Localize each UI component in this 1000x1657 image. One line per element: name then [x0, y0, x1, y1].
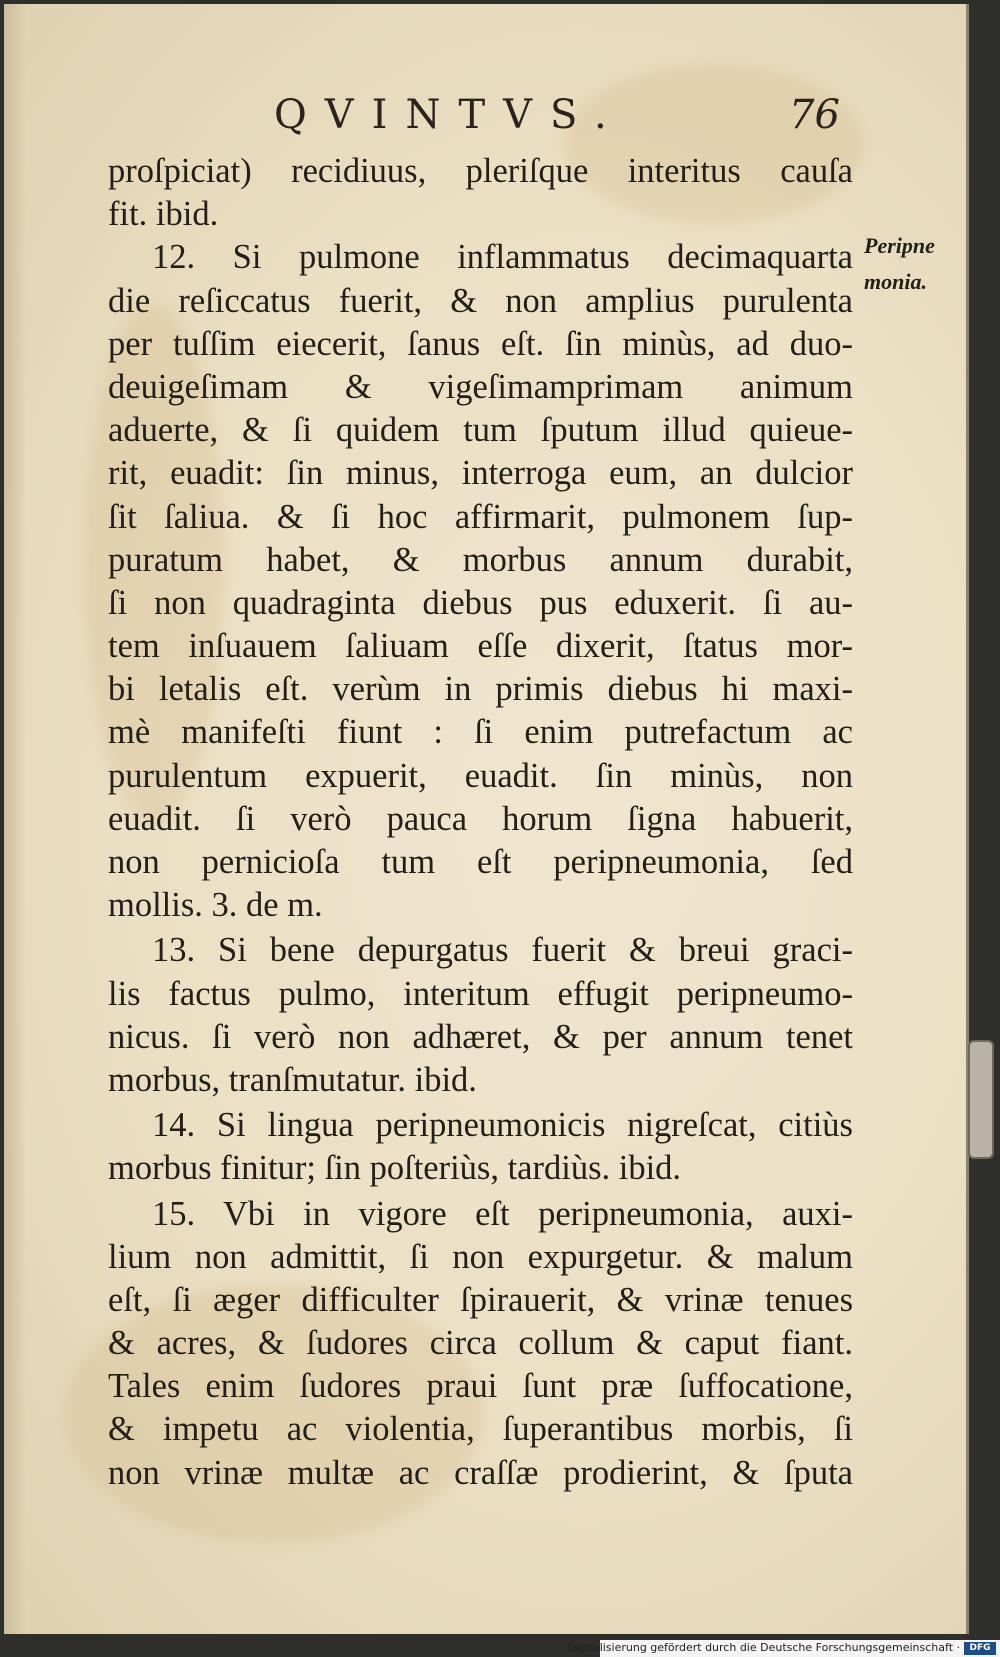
text-line: proſpiciat) recidiuus, pleriſque interitus cauſa	[108, 152, 853, 190]
text-line: mè manifeſti fiunt : ſi enim putrefactum ac	[108, 713, 853, 752]
page-number: 76	[789, 92, 840, 138]
book-page	[4, 4, 969, 1634]
text-line: aduerte, & ſi quidem tum ſputum illud quieue-	[108, 411, 853, 450]
text-line: ſi non quadraginta diebus pus eduxerit. ſi au-	[108, 583, 853, 622]
text-line: mollis. 3. de m.	[108, 886, 323, 925]
text-line: bi letalis eſt. verùm in primis diebus hi maxi-	[108, 670, 853, 709]
margin-note-line: Peripne	[864, 233, 935, 258]
text-line: non pernicioſa tum eſt peripneumonia, ſed	[108, 843, 853, 881]
text-line: non vrinæ multæ ac craſſæ prodierint, & ſputa	[108, 1453, 853, 1492]
margin-note-line: monia.	[864, 269, 927, 294]
text-line: lis factus pulmo, interitum effugit peripneumo-	[108, 974, 853, 1013]
text-line: die reſiccatus fuerit, & non amplius purulenta	[108, 281, 853, 320]
text-line: ſit ſaliua. & ſi hoc affirmarit, pulmonem ſup-	[108, 497, 853, 536]
text-line: nicus. ſi verò non adhæret, & per annum tenet	[108, 1017, 853, 1056]
text-line: lium non admittit, ſi non expurgetur. & malum	[108, 1237, 853, 1276]
page-tab	[968, 1040, 994, 1159]
text-line: per tuſſim eiecerit, ſanus eſt. ſin minùs, ad duo-	[108, 324, 853, 363]
text-line: puratum habet, & morbus annum durabit,	[108, 540, 853, 579]
text-line: morbus, tranſmutatur. ibid.	[108, 1060, 477, 1099]
text-line: 13. Si bene depurgatus fuerit & breui graci-	[152, 931, 853, 970]
text-line: fit. ibid.	[108, 195, 219, 234]
text-line: 15. Vbi in vigore eſt peripneumonia, auxi-	[152, 1194, 853, 1233]
text-line: 12. Si pulmone inflammatus decimaquarta	[152, 238, 853, 277]
text-line: 14. Si lingua peripneumonicis nigreſcat, citiùs	[152, 1106, 853, 1145]
text-line: rit, euadit: ſin minus, interroga eum, an dulcior	[108, 454, 853, 493]
text-line: & acres, & ſudores circa collum & caput fiant.	[108, 1324, 853, 1363]
margin-note	[864, 228, 984, 300]
text-line: deuigeſimam & vigeſimamprimam animum	[108, 367, 853, 406]
funding-credit: Digitalisierung gefördert durch die Deutsche Forschungsgemeinschaft ·	[567, 1641, 960, 1654]
text-line: & impetu ac violentia, ſuperantibus morbis, ſi	[108, 1410, 853, 1449]
text-line: purulentum expuerit, euadit. ſin minùs, non	[108, 756, 853, 795]
text-line: tem inſuauem ſaliuam eſſe dixerit, ſtatus mor-	[108, 627, 853, 666]
text-line: euadit. ſi verò pauca horum ſigna habuerit,	[108, 799, 853, 838]
text-line: eſt, ſi æger difficulter ſpirauerit, & vrinæ tenues	[108, 1280, 853, 1319]
text-line: morbus finitur; ſin poſteriùs, tardiùs. ibid.	[108, 1149, 682, 1188]
running-head: QVINTVS.	[274, 92, 625, 138]
text-line: Tales enim ſudores praui ſunt præ ſuffocatione,	[108, 1367, 853, 1406]
text-block	[108, 150, 853, 1495]
dfg-logo: DFG	[964, 1642, 996, 1655]
